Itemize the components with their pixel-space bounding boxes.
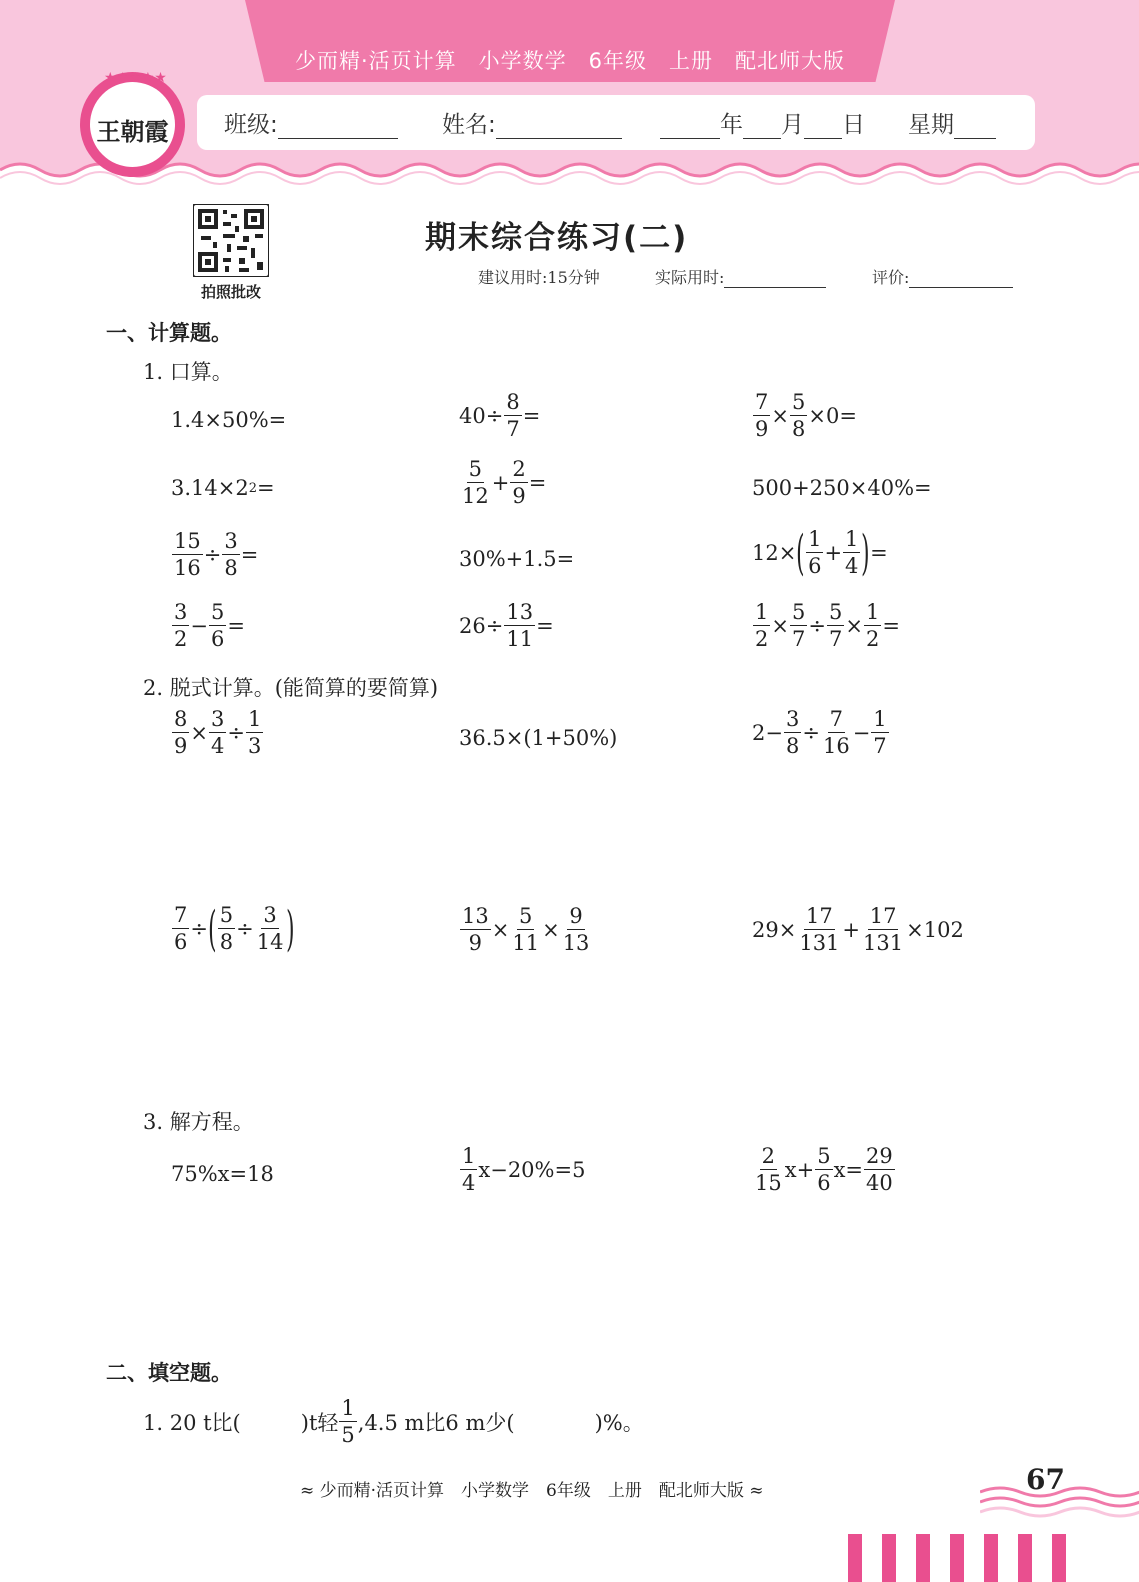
oral-r2c2: 5 12 + $\frac{2}{9}$ =: [462, 457, 547, 508]
qr-code-icon[interactable]: [193, 204, 269, 277]
logo-stars-icon: ★★★★★: [104, 70, 167, 86]
oral-r4c2: 26÷ $\frac{13}{11}$ =: [459, 600, 554, 651]
class-field[interactable]: 班级:: [224, 106, 398, 139]
oral-r3c2: 30%+1.5=: [459, 547, 575, 571]
logo-text: 王朝霞: [96, 117, 169, 146]
footer-stripe: [916, 1534, 930, 1582]
equation-2: 1 4 x−20%=5: [462, 1144, 586, 1195]
oral-calc-heading: 1. 口算。: [143, 360, 233, 384]
footer-stripe: [950, 1534, 964, 1582]
name-field[interactable]: 姓名:: [442, 106, 622, 139]
equation-heading: 3. 解方程。: [143, 1110, 254, 1134]
oral-r4c3: $\frac{1}{2}$ × $\frac{5}{7}$ ÷ $\frac{5}{7}$ × $\frac{1}{2}$ =: [755, 600, 900, 651]
footer-series: ≈ 少而精·活页计算 小学数学 6年级 上册 配北师大版 ≈: [300, 1481, 764, 1501]
rating-field[interactable]: 评价:: [872, 265, 1013, 288]
page-number: 67: [1026, 1463, 1065, 1496]
oral-r2c1: 3.14×2 2 =: [171, 476, 275, 500]
step-a2: 36.5×(1+50%): [459, 726, 618, 750]
equation-3: 2 15 x+ $\frac{5}{6}$ x= $\frac{29}{40}$: [755, 1144, 893, 1195]
oral-r4c1: 3 2 − $\frac{5}{6}$ =: [174, 600, 245, 651]
step-a3: 2− $\frac{3}{8}$ ÷ $\frac{7}{16}$ − $\frac{1}{7}$: [752, 707, 887, 758]
footer-stripe: [882, 1534, 896, 1582]
series-title: 少而精·活页计算 小学数学 6年级 上册 配北师大版: [294, 49, 846, 73]
fill-question-1: 1. 20 t比( )t轻 1 5 ,4.5 m比6 m少( )%。: [143, 1396, 644, 1447]
footer-stripe: [984, 1534, 998, 1582]
footer-stripe: [848, 1534, 862, 1582]
qr-label: 拍照批改: [200, 283, 261, 301]
step-a1: $\frac{8}{9}$ × $\frac{3}{4}$ ÷ $\frac{1}{3}$: [174, 707, 262, 758]
step-b1: $\frac{7}{6}$ ÷ ( $\frac{5}{8}$ ÷ $\frac{3}{14}$ ): [174, 901, 296, 957]
oral-r3c3: 12× ( 1 6 + $\frac{1}{4}$ ) =: [752, 525, 888, 581]
step-b3: 29× $\frac{17}{131}$ + $\frac{17}{131}$ ×102: [752, 904, 964, 955]
section-calc-heading: 一、计算题。: [106, 321, 232, 345]
equation-1: 75%x=18: [171, 1162, 274, 1186]
suggested-time: 建议用时:15分钟: [478, 268, 600, 287]
weekday-field[interactable]: 星期: [908, 106, 996, 139]
step-calc-heading: 2. 脱式计算。(能简算的要简算): [143, 676, 439, 700]
oral-r2c3: 500+250×40%=: [752, 476, 932, 500]
footer-stripe: [1018, 1534, 1032, 1582]
page-title: 期末综合练习(二): [425, 220, 689, 256]
step-b2: $\frac{13}{9}$ × $\frac{5}{11}$ × $\frac{9}{13}$: [462, 904, 590, 955]
oral-r1c3: $\frac{7}{9}$ × $\frac{5}{8}$ ×0=: [755, 390, 857, 441]
oral-r1c2: 40÷ $\frac{8}{7}$ =: [459, 390, 541, 441]
oral-r3c1: $\frac{15}{16}$ ÷ $\frac{3}{8}$ =: [174, 529, 259, 580]
actual-time-field[interactable]: 实际用时:: [655, 265, 826, 288]
footer-stripe: [1052, 1534, 1066, 1582]
oral-r1c1: 1.4×50%=: [171, 408, 287, 432]
section-fill-heading: 二、填空题。: [106, 1361, 232, 1385]
date-field[interactable]: 年 月 日: [660, 106, 865, 139]
